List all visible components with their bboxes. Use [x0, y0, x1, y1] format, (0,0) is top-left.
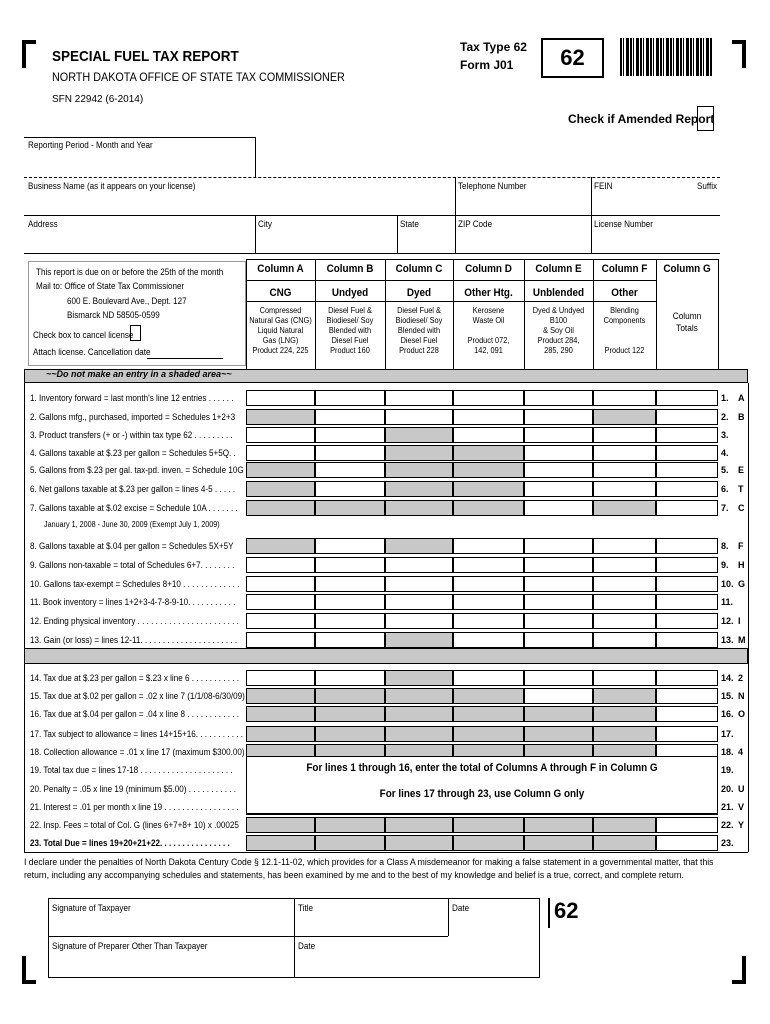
line-cell [593, 688, 656, 704]
line-cell[interactable] [246, 390, 315, 406]
line-cell[interactable] [453, 613, 524, 629]
date-label-1: Date [452, 903, 470, 913]
column-e-head: Column E [535, 263, 582, 275]
column-b-sub: Undyed [331, 287, 369, 299]
line-cell[interactable] [315, 613, 385, 629]
line-cell [385, 688, 453, 704]
column-f-desc: Blending Components Product 122 [603, 306, 646, 355]
line-label: 3. Product transfers (+ or -) within tax type 62 . . . . . . . . . [30, 430, 233, 440]
instruction-g-only: For lines 17 through 23, use Column G only [379, 788, 585, 800]
line-cell[interactable] [385, 576, 453, 592]
line-label: 21. Interest = .01 per month x line 19 . . . . . . . . . . . . . . . . . [30, 802, 239, 812]
line-label: 6. Net gallons taxable at $.23 per gallon = lines 4-5 . . . . . [30, 484, 236, 494]
telephone-label: Telephone Number [458, 181, 527, 191]
line-cell[interactable] [385, 409, 453, 425]
line-cell[interactable] [385, 557, 453, 573]
line-cell[interactable] [524, 557, 593, 573]
line-code: V [738, 802, 745, 812]
line-number: 14. [721, 673, 734, 683]
line-cell[interactable] [453, 538, 524, 554]
line-cell[interactable] [453, 409, 524, 425]
line-cell[interactable] [385, 613, 453, 629]
cancel-license-checkbox[interactable] [130, 325, 141, 341]
tax-code-box: 62 [541, 38, 604, 78]
line-cell[interactable] [524, 613, 593, 629]
line-label: 23. Total Due = lines 19+20+21+22. . . . . . . . . . . . . . . . [30, 838, 230, 848]
line-cell[interactable] [593, 670, 656, 686]
fein-label: FEIN [594, 181, 613, 191]
city-input[interactable] [258, 230, 394, 252]
line-code: N [738, 691, 745, 701]
preparer-signature-input[interactable] [52, 952, 290, 976]
line-number: 20. [721, 784, 734, 794]
line-cell[interactable] [593, 557, 656, 573]
line-cell[interactable] [656, 835, 718, 851]
line-cell[interactable] [315, 835, 385, 851]
line-cell[interactable] [593, 538, 656, 554]
line-cell[interactable] [656, 594, 718, 610]
line-cell[interactable] [524, 670, 593, 686]
line-cell [385, 706, 453, 722]
column-c-head: Column C [395, 263, 443, 275]
column-a-sub: CNG [269, 287, 292, 299]
line-number: 19. [721, 765, 734, 775]
column-e-desc: Dyed & Undyed B100 & Soy Oil Product 284, 285, 290 [532, 306, 585, 355]
line-cell [385, 427, 453, 443]
line-label: 1. Inventory forward = last month's line 12 entries . . . . . . [30, 393, 234, 403]
line-number: 4. [721, 448, 729, 458]
line-number: 12. [721, 616, 734, 626]
line-cell [246, 817, 315, 833]
line-cell[interactable] [524, 409, 593, 425]
line-cell [246, 409, 315, 425]
date-input-1[interactable] [452, 914, 538, 934]
line-cell [453, 445, 524, 461]
column-e-sub: Unblended [532, 287, 585, 299]
title-label: Title [298, 903, 314, 913]
cancel-license-label: Check box to cancel license [33, 330, 134, 340]
agency-name: NORTH DAKOTA OFFICE OF STATE TAX COMMISSIONER [52, 70, 345, 84]
line-cell[interactable] [385, 835, 453, 851]
line-cell[interactable] [656, 481, 718, 497]
line-cell [453, 706, 524, 722]
line-number: 11. [721, 597, 734, 607]
column-c-desc: Diesel Fuel & Biodiesel/ Soy Blended with Diesel Fuel Product 228 [395, 306, 443, 355]
line-cell[interactable] [315, 670, 385, 686]
line-cell[interactable] [524, 576, 593, 592]
date-input-2[interactable] [298, 952, 444, 976]
line-cell[interactable] [315, 390, 385, 406]
line-number: 6. [721, 484, 729, 494]
line-cell [315, 500, 385, 516]
line-cell[interactable] [246, 632, 315, 648]
line-cell [385, 670, 453, 686]
line-cell [593, 409, 656, 425]
line-cell[interactable] [656, 557, 718, 573]
line-cell[interactable] [246, 445, 315, 461]
line-code: M [738, 635, 746, 645]
zip-label: ZIP Code [458, 219, 493, 229]
amended-checkbox[interactable] [697, 106, 714, 131]
line-code: E [738, 465, 745, 475]
line-number: 3. [721, 430, 729, 440]
line-number: 17. [721, 729, 734, 739]
line-label: 2. Gallons mfg., purchased, imported = Schedules 1+2+3 [30, 412, 236, 422]
line-cell[interactable] [656, 390, 718, 406]
reporting-period-label: Reporting Period - Month and Year [28, 140, 153, 150]
address-label: Address [28, 219, 58, 229]
line-cell[interactable] [524, 445, 593, 461]
fein-input[interactable] [594, 192, 694, 214]
line-label: 8. Gallons taxable at $.04 per gallon = Schedules 5X+5Y [30, 541, 234, 551]
business-name-input[interactable] [28, 192, 452, 214]
line-number: 23. [721, 838, 734, 848]
line-cell [593, 817, 656, 833]
line-cell[interactable] [524, 835, 593, 851]
line-cell[interactable] [524, 462, 593, 478]
line-number: 5. [721, 465, 729, 475]
line-label: 4. Gallons taxable at $.23 per gallon = Schedules 5+5Q. . [30, 448, 236, 458]
line-number: 21. [721, 802, 734, 812]
line-label: 5. Gallons from $.23 per gal. tax-pd. inven. = Schedule 10G [30, 465, 244, 475]
line-cell[interactable] [453, 390, 524, 406]
line-cell[interactable] [246, 576, 315, 592]
line-cell[interactable] [246, 613, 315, 629]
line-cell [246, 462, 315, 478]
line-cell [453, 688, 524, 704]
license-label: License Number [594, 219, 653, 229]
mail-address-2: Bismarck ND 58505-0599 [67, 310, 160, 320]
column-c-sub: Dyed [406, 287, 432, 299]
line-label: 22. Insp. Fees = total of Col. G (lines 6+7+8+ 10) x .00025 [30, 820, 239, 830]
telephone-input[interactable] [458, 192, 588, 214]
line-label: 18. Collection allowance = .01 x line 17 (maximum $300.00) [30, 747, 245, 757]
line-cell [385, 445, 453, 461]
line-label: 20. Penalty = .05 x line 19 (minimum $5.00) . . . . . . . . . . . [30, 784, 236, 794]
line-cell[interactable] [593, 390, 656, 406]
city-label: City [258, 219, 272, 229]
line-cell[interactable] [656, 576, 718, 592]
line-cell [593, 706, 656, 722]
line-cell[interactable] [453, 632, 524, 648]
suffix-label: Suffix [697, 181, 718, 191]
column-d-desc: Kerosene Waste Oil Product 072, 142, 091 [467, 306, 510, 355]
line-cell[interactable] [656, 706, 718, 722]
corner-mark-bottom-right [732, 956, 746, 984]
line-number: 15. [721, 691, 734, 701]
line-code: I [738, 616, 741, 626]
address-input[interactable] [28, 230, 252, 252]
line-cell [593, 500, 656, 516]
line-number: 16. [721, 709, 734, 719]
line-cell[interactable] [524, 427, 593, 443]
line-cell[interactable] [246, 835, 315, 851]
sfn-number: SFN 22942 (6-2014) [52, 94, 144, 105]
line-cell [385, 500, 453, 516]
line-label: 10. Gallons tax-exempt = Schedules 8+10 . . . . . . . . . . . . . [30, 579, 240, 589]
line-number: 18. [721, 747, 734, 757]
form-number: Form J01 [460, 58, 514, 72]
taxpayer-signature-input[interactable] [52, 914, 290, 934]
due-notice: This report is due on or before the 25th of the month [36, 267, 224, 277]
line-cell [385, 817, 453, 833]
line-cell[interactable] [593, 576, 656, 592]
line-label: 16. Tax due at $.04 per gallon = .04 x line 8 . . . . . . . . . . . . [30, 709, 240, 719]
line7-note: January 1, 2008 - June 30, 2009 (Exempt July 1, 2009) [44, 520, 220, 529]
business-name-label: Business Name (as it appears on your license) [28, 181, 196, 191]
line-number: 2. [721, 412, 729, 422]
instruction-a-to-f: For lines 1 through 16, enter the total of Columns A through F in Column G [306, 762, 658, 774]
line-cell[interactable] [656, 613, 718, 629]
amended-label: Check if Amended Report [568, 112, 715, 126]
line-cell[interactable] [593, 445, 656, 461]
line-cell[interactable] [656, 409, 718, 425]
line-cell [453, 726, 524, 742]
line-cell [246, 500, 315, 516]
line-cell [385, 462, 453, 478]
line-cell [315, 706, 385, 722]
line-cell[interactable] [656, 632, 718, 648]
line-code: A [738, 393, 745, 403]
line-cell[interactable] [315, 409, 385, 425]
shaded-notice: ~~Do not make an entry in a shaded area~~ [46, 369, 232, 379]
form-title: SPECIAL FUEL TAX REPORT [52, 48, 239, 65]
corner-mark-bottom-left [22, 956, 36, 984]
line-number: 13. [721, 635, 734, 645]
line-cell[interactable] [524, 688, 593, 704]
line-cell [246, 706, 315, 722]
title-input[interactable] [298, 914, 444, 934]
line-cell [524, 817, 593, 833]
line-cell[interactable] [315, 462, 385, 478]
line-label: 11. Book inventory = lines 1+2+3-4-7-8-9-10. . . . . . . . . . . [30, 597, 236, 607]
line-cell[interactable] [453, 670, 524, 686]
line-cell[interactable] [453, 835, 524, 851]
corner-mark-top-right [732, 40, 746, 68]
line-cell[interactable] [524, 538, 593, 554]
line-cell [246, 481, 315, 497]
line-cell [385, 538, 453, 554]
preparer-signature-label: Signature of Preparer Other Than Taxpayer [52, 941, 208, 951]
mail-address-1: 600 E. Boulevard Ave., Dept. 127 [67, 296, 187, 306]
mail-to: Mail to: Office of State Tax Commissioner [36, 281, 185, 291]
column-f-sub: Other [611, 287, 638, 299]
line-cell [453, 481, 524, 497]
line-cell[interactable] [593, 835, 656, 851]
line-code: U [738, 784, 745, 794]
line-cell[interactable] [656, 726, 718, 742]
line-code: G [738, 579, 746, 589]
line-code: 2 [738, 673, 744, 683]
line-number: 22. [721, 820, 734, 830]
line-cell [385, 632, 453, 648]
line-number: 8. [721, 541, 729, 551]
column-d-head: Column D [465, 263, 512, 275]
bottom-tax-code: 62 [548, 898, 578, 928]
line-cell[interactable] [246, 670, 315, 686]
line-code: 4 [738, 747, 744, 757]
line-cell [315, 817, 385, 833]
line-cell[interactable] [524, 390, 593, 406]
line-cell[interactable] [593, 427, 656, 443]
line-label: 9. Gallons non-taxable = total of Schedules 6+7. . . . . . . . [30, 560, 235, 570]
line-cell[interactable] [385, 390, 453, 406]
line-cell[interactable] [524, 481, 593, 497]
column-a-desc: Compressed Natural Gas (CNG) Liquid Natural Gas (LNG) Product 224, 225 [249, 306, 312, 355]
line-cell[interactable] [593, 632, 656, 648]
line-cell [315, 726, 385, 742]
line-cell [246, 538, 315, 554]
line-number: 7. [721, 503, 729, 513]
line-cell [524, 706, 593, 722]
line-cell[interactable] [315, 445, 385, 461]
tax-type: Tax Type 62 [460, 40, 527, 54]
line-cell [453, 500, 524, 516]
line-cell[interactable] [453, 594, 524, 610]
line-cell[interactable] [453, 576, 524, 592]
line-code: H [738, 560, 745, 570]
line-code: Y [738, 820, 745, 830]
line-cell[interactable] [315, 427, 385, 443]
line-cell[interactable] [524, 632, 593, 648]
line-cell[interactable] [246, 557, 315, 573]
line-label: 14. Tax due at $.23 per gallon = $.23 x line 6 . . . . . . . . . . . [30, 673, 240, 683]
state-input[interactable] [400, 230, 452, 252]
line-label: 12. Ending physical inventory . . . . . . . . . . . . . . . . . . . . . . . [30, 616, 239, 626]
line-cell[interactable] [656, 427, 718, 443]
state-label: State [400, 219, 419, 229]
taxpayer-signature-label: Signature of Taxpayer [52, 903, 131, 913]
line-cell[interactable] [453, 427, 524, 443]
line-code: B [738, 412, 745, 422]
column-a-head: Column A [257, 263, 304, 275]
line-cell[interactable] [656, 817, 718, 833]
line-cell[interactable] [593, 613, 656, 629]
cancellation-date-label: Attach license. Cancellation date [33, 347, 151, 357]
line-cell[interactable] [656, 538, 718, 554]
line-cell [315, 688, 385, 704]
line-label: 15. Tax due at $.02 per gallon = .02 x line 7 (1/1/08-6/30/09) [30, 691, 245, 701]
line-cell[interactable] [246, 427, 315, 443]
line-label: 7. Gallons taxable at $.02 excise = Schedule 10A . . . . . . . [30, 503, 238, 513]
line-cell[interactable] [524, 500, 593, 516]
line-number: 9. [721, 560, 729, 570]
line-cell[interactable] [656, 670, 718, 686]
column-d-sub: Other Htg. [464, 287, 513, 299]
line-label: 19. Total tax due = lines 17-18 . . . . . . . . . . . . . . . . . . . . . [30, 765, 233, 775]
column-g-desc: Column Totals [672, 311, 702, 333]
line-cell[interactable] [453, 557, 524, 573]
line-cell[interactable] [315, 538, 385, 554]
line-number: 1. [721, 393, 729, 403]
line-cell [524, 726, 593, 742]
line-cell[interactable] [315, 576, 385, 592]
line-cell [593, 726, 656, 742]
barcode [620, 38, 712, 76]
line-cell[interactable] [315, 481, 385, 497]
column-b-head: Column B [326, 263, 374, 275]
line-number: 10. [721, 579, 734, 589]
line-label: 13. Gain (or loss) = lines 12-11. . . . . . . . . . . . . . . . . . . . . . [30, 635, 238, 645]
line-cell [385, 726, 453, 742]
line-cell [385, 481, 453, 497]
line-label: 17. Tax subject to allowance = lines 14+15+16. . . . . . . . . . . [30, 729, 244, 739]
date-label-2: Date [298, 941, 316, 951]
line-cell [246, 726, 315, 742]
line-cell [453, 817, 524, 833]
line-cell[interactable] [246, 594, 315, 610]
line-code: C [738, 503, 745, 513]
line-cell[interactable] [656, 445, 718, 461]
column-b-desc: Diesel Fuel & Biodiesel/ Soy Blended with Diesel Fuel Product 160 [326, 306, 374, 355]
line-code: T [738, 484, 744, 494]
reporting-period-input[interactable] [28, 150, 253, 176]
line-cell[interactable] [315, 594, 385, 610]
line-cell [453, 462, 524, 478]
line-cell[interactable] [524, 594, 593, 610]
zip-input[interactable] [458, 230, 588, 252]
line-cell[interactable] [656, 462, 718, 478]
corner-mark-top-left [22, 40, 36, 68]
line-code: O [738, 709, 746, 719]
line-cell[interactable] [593, 481, 656, 497]
column-f-head: Column F [601, 263, 648, 275]
line-cell[interactable] [315, 632, 385, 648]
section-divider [24, 648, 748, 664]
line-code: F [738, 541, 744, 551]
line-cell [246, 688, 315, 704]
line-cell[interactable] [656, 688, 718, 704]
license-input[interactable] [594, 230, 718, 252]
cancellation-date-input[interactable] [147, 358, 223, 359]
line-cell[interactable] [385, 594, 453, 610]
column-g-head: Column G [663, 263, 711, 275]
line-cell[interactable] [656, 500, 718, 516]
line-cell[interactable] [593, 594, 656, 610]
line-cell[interactable] [315, 557, 385, 573]
line-cell[interactable] [593, 462, 656, 478]
declaration-text: I declare under the penalties of North Dakota Century Code § 12.1-11-02, which provides for a Class A misdemeanor for making a false statement in a governmental matter, that this return, including any accompanying schedules and statements, has been examined by me and to the best of my knowledge and belief is a true, correct, and complete return. [24, 857, 714, 880]
